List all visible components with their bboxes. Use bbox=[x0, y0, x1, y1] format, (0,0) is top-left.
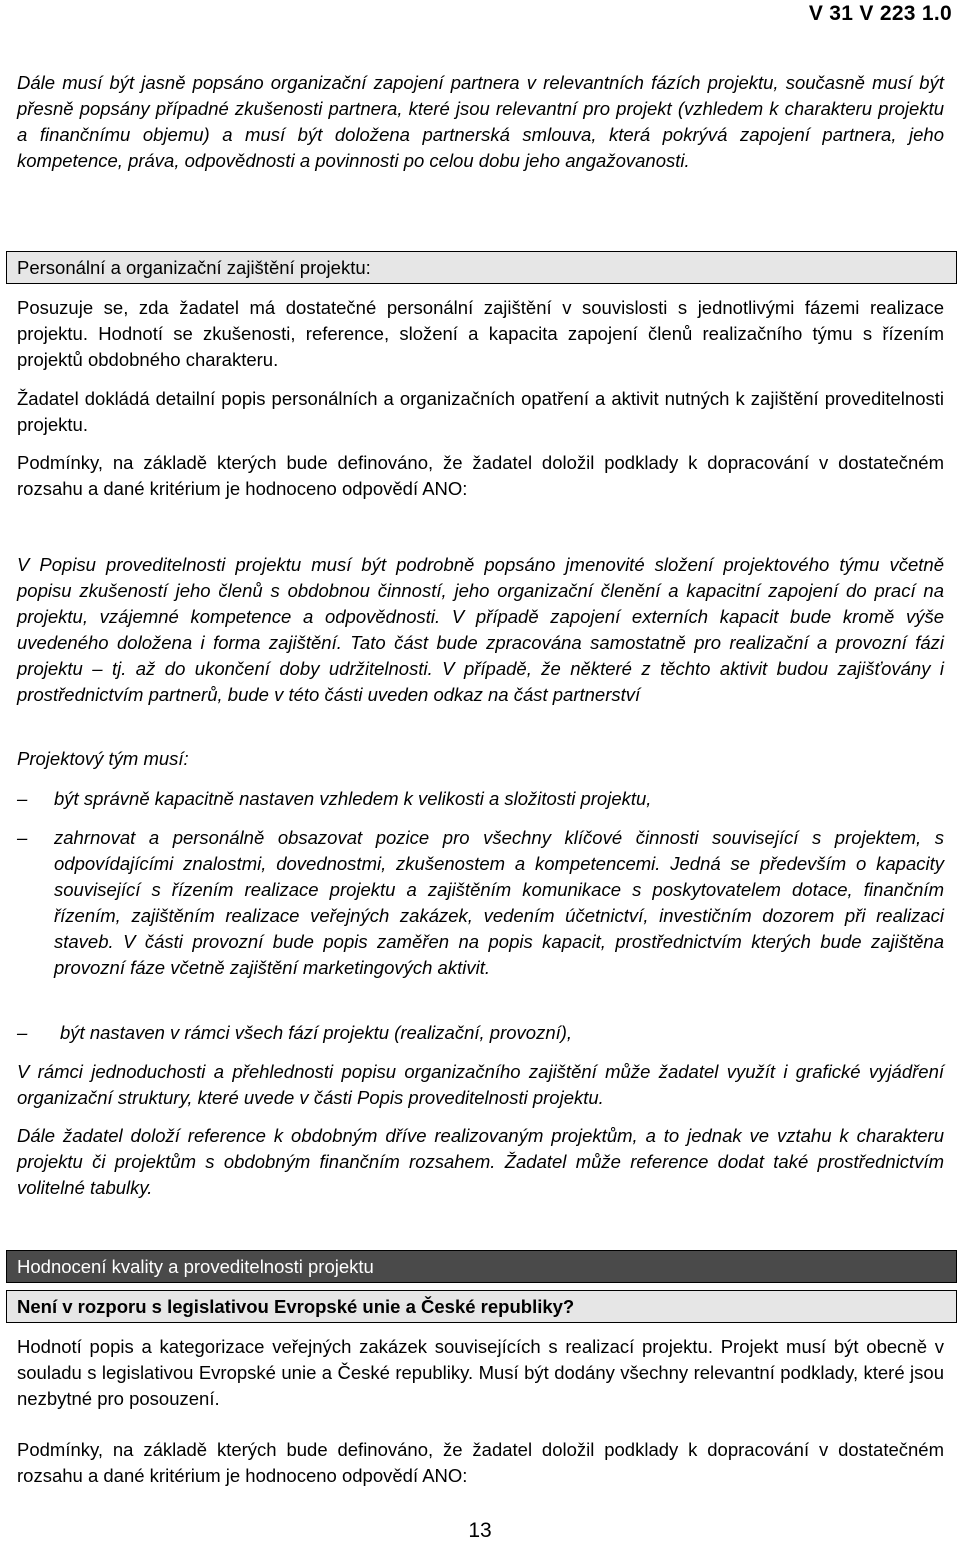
section-heading-text: Není v rozporu s legislativou Evropské unie a České republiky? bbox=[17, 1296, 575, 1317]
paragraph-applicant bbox=[17, 386, 944, 438]
intro-paragraph bbox=[17, 70, 944, 174]
paragraph-text: Hodnotí popis a kategorizace veřejných zakázek souvisejících s realizací projektu. Projekt musí být obecně v souladu s legislativou Evropské unie a České republiky. Musí být dodány všechny relevantní podklady, které jsou nezbytné pro posouzení. bbox=[17, 1336, 944, 1409]
dash-bullet: – bbox=[17, 827, 28, 848]
team-heading bbox=[17, 746, 944, 772]
paragraph-text: Žadatel dokládá detailní popis personálních a organizačních opatření a aktivit nutných k zajištění proveditelnosti projektu. bbox=[17, 388, 944, 435]
list-item-text: zahrnovat a personálně obsazovat pozice pro všechny klíčové činnosti související s projektem, s odpovídajícími znalostmi, dovednostmi, zkušenostem a kompetencemi. Jedná se především o kapacity související s řízením realizace projektu a zajištěním komunikace s poskytovatelem dotace, finančním řízením, zajištěním realizace veřejných zakázek, vedením účetnictví, investičním dozorem při realizaci staveb. V části provozní bude popis zaměřen na popis kapacit, prostřednictvím kterých bude zajištěna provozní fáze včetně zajištění marketingových aktivit. bbox=[54, 827, 944, 978]
section-heading-legislation bbox=[6, 1290, 957, 1323]
section-heading-text: Personální a organizační zajištění projektu: bbox=[17, 257, 371, 278]
intro-text: Dále musí být jasně popsáno organizační zapojení partnera v relevantních fázích projektu, současně musí být přesně popsány případné zkušenosti partnera, které jsou relevantní pro projekt (vzhledem k charakteru projektu a finančnímu objemu) a musí být doložena partnerská smlouva, která pokrývá zapojení partnera, jeho kompetence, práva, odpovědnosti a povinnosti po celou dobu jeho angažovanosti. bbox=[17, 72, 944, 171]
paragraph-legislation bbox=[17, 1334, 944, 1412]
team-heading-text: Projektový tým musí: bbox=[17, 748, 189, 769]
dash-bullet: – bbox=[17, 1022, 28, 1043]
section-heading-quality bbox=[6, 1250, 957, 1283]
paragraph-text: Posuzuje se, zda žadatel má dostatečné personální zajištění v souvislosti s jednotlivými fázemi realizace projektu. Hodnotí se zkušenosti, reference, složení a kapacita zapojení členů realizačního týmu s řízením projektů obdobného charakteru. bbox=[17, 297, 944, 370]
paragraph-text: Dále žadatel doloží reference k obdobným dříve realizovaným projektům, a to jednak ve vztahu k charakteru projektu či projektům s obdobným finančním rozsahem. Žadatel může reference dodat také prostřednictvím volitelné tabulky. bbox=[17, 1125, 944, 1198]
paragraph-conditions-2 bbox=[17, 1437, 944, 1489]
list-item bbox=[17, 1020, 944, 1046]
paragraph-conditions bbox=[17, 450, 944, 502]
paragraph-text: Podmínky, na základě kterých bude definováno, že žadatel doložil podklady k dopracování v dostatečném rozsahu a dané kritérium je hodnoceno odpovědí ANO: bbox=[17, 452, 944, 499]
paragraph-text: V rámci jednoduchosti a přehlednosti popisu organizačního zajištění může žadatel využít i grafické vyjádření organizační struktury, které uvede v části Popis proveditelnosti projektu. bbox=[17, 1061, 944, 1108]
paragraph-text: Podmínky, na základě kterých bude definováno, že žadatel doložil podklady k dopracování v dostatečném rozsahu a dané kritérium je hodnoceno odpovědí ANO: bbox=[17, 1439, 944, 1486]
list-item bbox=[17, 786, 944, 812]
paragraph-org-structure bbox=[17, 1059, 944, 1111]
paragraph-references bbox=[17, 1123, 944, 1201]
list-item-text: být správně kapacitně nastaven vzhledem k velikosti a složitosti projektu, bbox=[54, 788, 652, 809]
section-heading-text: Hodnocení kvality a proveditelnosti projektu bbox=[17, 1256, 374, 1277]
dash-bullet: – bbox=[17, 788, 28, 809]
paragraph-text: V Popisu proveditelnosti projektu musí být podrobně popsáno jmenovité složení projektového týmu včetně popisu zkušeností jeho členů s obdobnou činností, jeho organizační členění a kapacitní zapojení do prací na projektu, vzájemné kompetence a odpovědnosti. V případě zapojení externích kapacit bude kromě výše uvedeného doložena i forma zajištění. Tato část bude zpracována samostatně pro realizační a provozní fázi projektu – tj. až do ukončení doby udržitelnosti. V případě, že některé z těchto aktivit budou zajišťovány i prostřednictvím partnerů, bude v této části uveden odkaz na část partnerství bbox=[17, 554, 944, 705]
list-item bbox=[17, 825, 944, 1007]
document-id: V 31 V 223 1.0 bbox=[808, 2, 952, 25]
paragraph-assessment bbox=[17, 295, 944, 373]
page-number: 13 bbox=[468, 1519, 492, 1542]
paragraph-feasibility-italic bbox=[17, 552, 944, 708]
section-heading-personnel bbox=[6, 251, 957, 284]
list-item-text: být nastaven v rámci všech fází projektu (realizační, provozní), bbox=[60, 1022, 573, 1043]
